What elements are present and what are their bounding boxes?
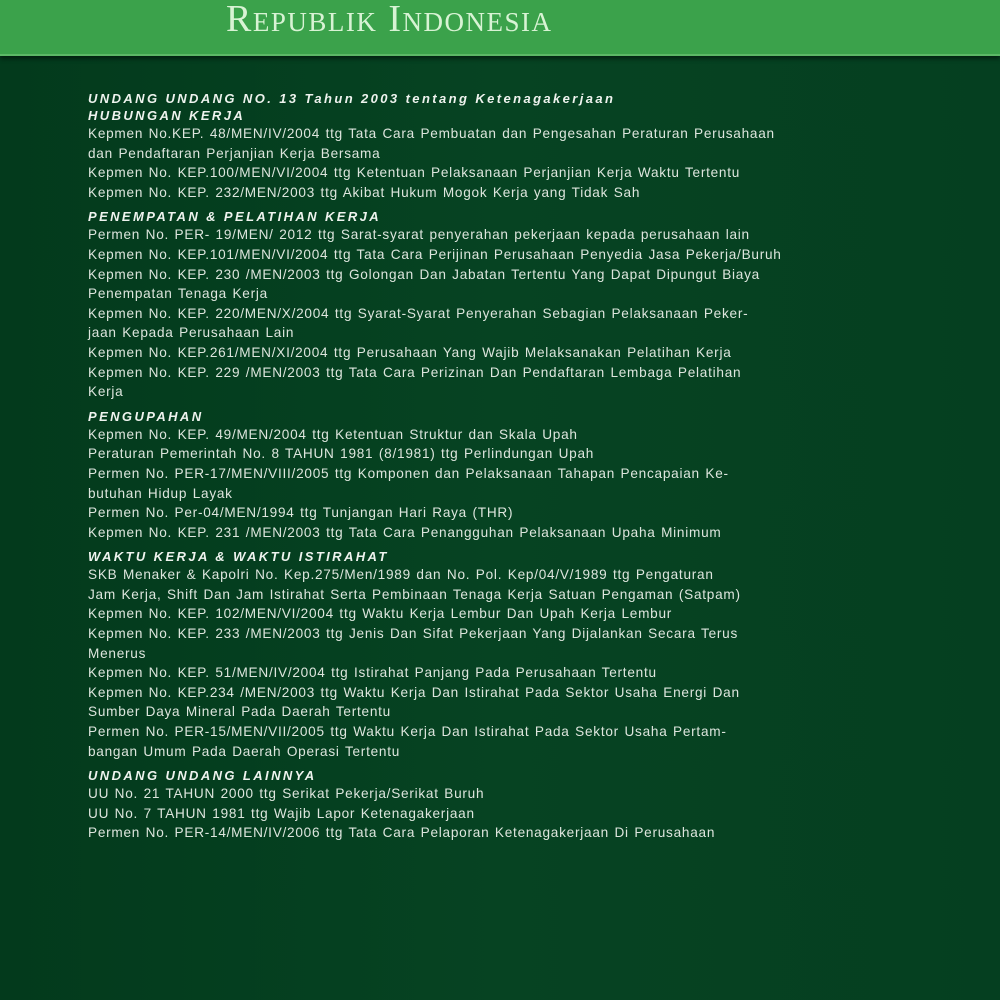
regulation-line: Kepmen No. KEP.101/MEN/VI/2004 ttg Tata Cara Perijinan Perusahaan Penyedia Jasa Pekerja/Buruh — [88, 246, 782, 262]
regulation-item — [88, 784, 938, 804]
regulation-item — [88, 124, 938, 163]
header-banner — [0, 0, 1000, 56]
regulation-item — [88, 565, 938, 604]
regulation-line: Kepmen No. KEP. 51/MEN/IV/2004 ttg Istirahat Panjang Pada Perusahaan Tertentu — [88, 665, 657, 681]
regulation-line: Kepmen No. KEP.100/MEN/VI/2004 ttg Ketentuan Pelaksanaan Perjanjian Kerja Waktu Tertentu — [88, 165, 741, 181]
regulation-line: bangan Umum Pada Daerah Operasi Tertentu — [88, 743, 401, 759]
regulation-item — [88, 804, 938, 824]
regulation-line: SKB Menaker & Kapolri No. Kep.275/Men/1989 dan No. Pol. Kep/04/V/1989 ttg Pengaturan — [88, 567, 714, 583]
regulation-line: Permen No. PER-14/MEN/IV/2006 ttg Tata Cara Pelaporan Ketenagakerjaan Di Perusahaan — [88, 825, 716, 841]
regulation-item — [88, 444, 938, 464]
section-hubungan-kerja — [88, 107, 938, 202]
section-heading: HUBUNGAN KERJA — [88, 108, 246, 123]
section-undang-undang-lainnya — [88, 767, 938, 843]
regulation-line: jaan Kepada Perusahaan Lain — [88, 325, 295, 341]
regulation-item — [88, 163, 938, 183]
regulation-line: butuhan Hidup Layak — [88, 485, 233, 501]
regulation-item — [88, 823, 938, 843]
regulation-item — [88, 245, 938, 265]
regulation-line: Sumber Daya Mineral Pada Daerah Tertentu — [88, 704, 391, 720]
section-heading: PENEMPATAN & PELATIHAN KERJA — [88, 209, 382, 225]
regulation-line: Peraturan Pemerintah No. 8 TAHUN 1981 (8/1981) ttg Perlindungan Upah — [88, 446, 595, 462]
regulation-item — [88, 225, 938, 245]
regulation-item — [88, 604, 938, 624]
regulation-line: Kerja — [88, 384, 124, 400]
regulation-item — [88, 183, 938, 203]
section-pengupahan — [88, 408, 938, 543]
regulation-line: Kepmen No. KEP.261/MEN/XI/2004 ttg Perusahaan Yang Wajib Melaksanakan Pelatihan Kerja — [88, 344, 732, 360]
regulation-item — [88, 363, 938, 402]
law-title: UNDANG UNDANG NO. 13 Tahun 2003 tentang Ketenagakerjaan — [88, 91, 616, 106]
section-waktu-kerja-waktu-istirahat — [88, 548, 938, 761]
regulation-item — [88, 304, 938, 343]
section-heading: PENGUPAHAN — [88, 408, 204, 424]
regulation-line: Kepmen No. KEP. 49/MEN/2004 ttg Ketentuan Struktur dan Skala Upah — [88, 426, 578, 442]
regulation-line: Kepmen No.KEP. 48/MEN/IV/2004 ttg Tata Cara Pembuatan dan Pengesahan Peraturan Perusahaan — [88, 126, 775, 141]
regulation-line: Permen No. PER-15/MEN/VII/2005 ttg Waktu Kerja Dan Istirahat Pada Sektor Usaha Pertam- — [88, 724, 727, 740]
regulation-line: Kepmen No. KEP. 220/MEN/X/2004 ttg Syarat-Syarat Penyerahan Sebagian Pelaksanaan Peker- — [88, 305, 749, 321]
regulation-line: Jam Kerja, Shift Dan Jam Istirahat Serta Pembinaan Tenaga Kerja Satuan Pengaman (Satpam) — [88, 586, 741, 602]
regulation-item — [88, 624, 938, 663]
regulation-line: Kepmen No. KEP. 233 /MEN/2003 ttg Jenis Dan Sifat Pekerjaan Yang Dijalankan Secara Terus — [88, 626, 739, 642]
regulation-line: Permen No. Per-04/MEN/1994 ttg Tunjangan Hari Raya (THR) — [88, 505, 514, 521]
regulation-list — [88, 90, 938, 843]
sections-container — [88, 107, 938, 843]
regulation-line: Permen No. PER- 19/MEN/ 2012 ttg Sarat-syarat penyerahan pekerjaan kepada perusahaan lain — [88, 227, 750, 243]
section-penempatan-pelatihan-kerja — [88, 208, 938, 401]
regulation-line: Kepmen No. KEP. 229 /MEN/2003 ttg Tata Cara Perizinan Dan Pendaftaran Lembaga Pelatihan — [88, 364, 742, 380]
regulation-line: Permen No. PER-17/MEN/VIII/2005 ttg Komponen dan Pelaksanaan Tahapan Pencapaian Ke- — [88, 465, 729, 481]
regulation-line: Kepmen No. KEP.234 /MEN/2003 ttg Waktu Kerja Dan Istirahat Pada Sektor Usaha Energi Dan — [88, 684, 740, 700]
regulation-item — [88, 265, 938, 304]
regulation-line: Menerus — [88, 645, 147, 661]
regulation-item — [88, 503, 938, 523]
regulation-item — [88, 683, 938, 722]
section-heading: WAKTU KERJA & WAKTU ISTIRAHAT — [88, 549, 389, 565]
regulation-item — [88, 722, 938, 761]
regulation-item — [88, 663, 938, 683]
regulation-line: Kepmen No. KEP. 232/MEN/2003 ttg Akibat Hukum Mogok Kerja yang Tidak Sah — [88, 184, 641, 200]
section-heading: UNDANG UNDANG LAINNYA — [88, 768, 317, 784]
regulation-item — [88, 464, 938, 503]
regulation-line: Kepmen No. KEP. 231 /MEN/2003 ttg Tata Cara Penangguhan Pelaksanaan Upaha Minimum — [88, 524, 722, 540]
banner-title: Republik Indonesia — [226, 0, 553, 40]
regulation-item — [88, 523, 938, 543]
regulation-line: Kepmen No. KEP. 102/MEN/VI/2004 ttg Waktu Kerja Lembur Dan Upah Kerja Lembur — [88, 606, 673, 622]
regulation-line: dan Pendaftaran Perjanjian Kerja Bersama — [88, 145, 381, 161]
regulation-line: UU No. 21 TAHUN 2000 ttg Serikat Pekerja/Serikat Buruh — [88, 786, 485, 802]
regulation-line: UU No. 7 TAHUN 1981 ttg Wajib Lapor Ketenagakerjaan — [88, 805, 475, 821]
regulation-line: Penempatan Tenaga Kerja — [88, 286, 268, 302]
regulation-line: Kepmen No. KEP. 230 /MEN/2003 ttg Golongan Dan Jabatan Tertentu Yang Dapat Dipungut Biaya — [88, 266, 760, 282]
regulation-item — [88, 425, 938, 445]
regulation-item — [88, 343, 938, 363]
